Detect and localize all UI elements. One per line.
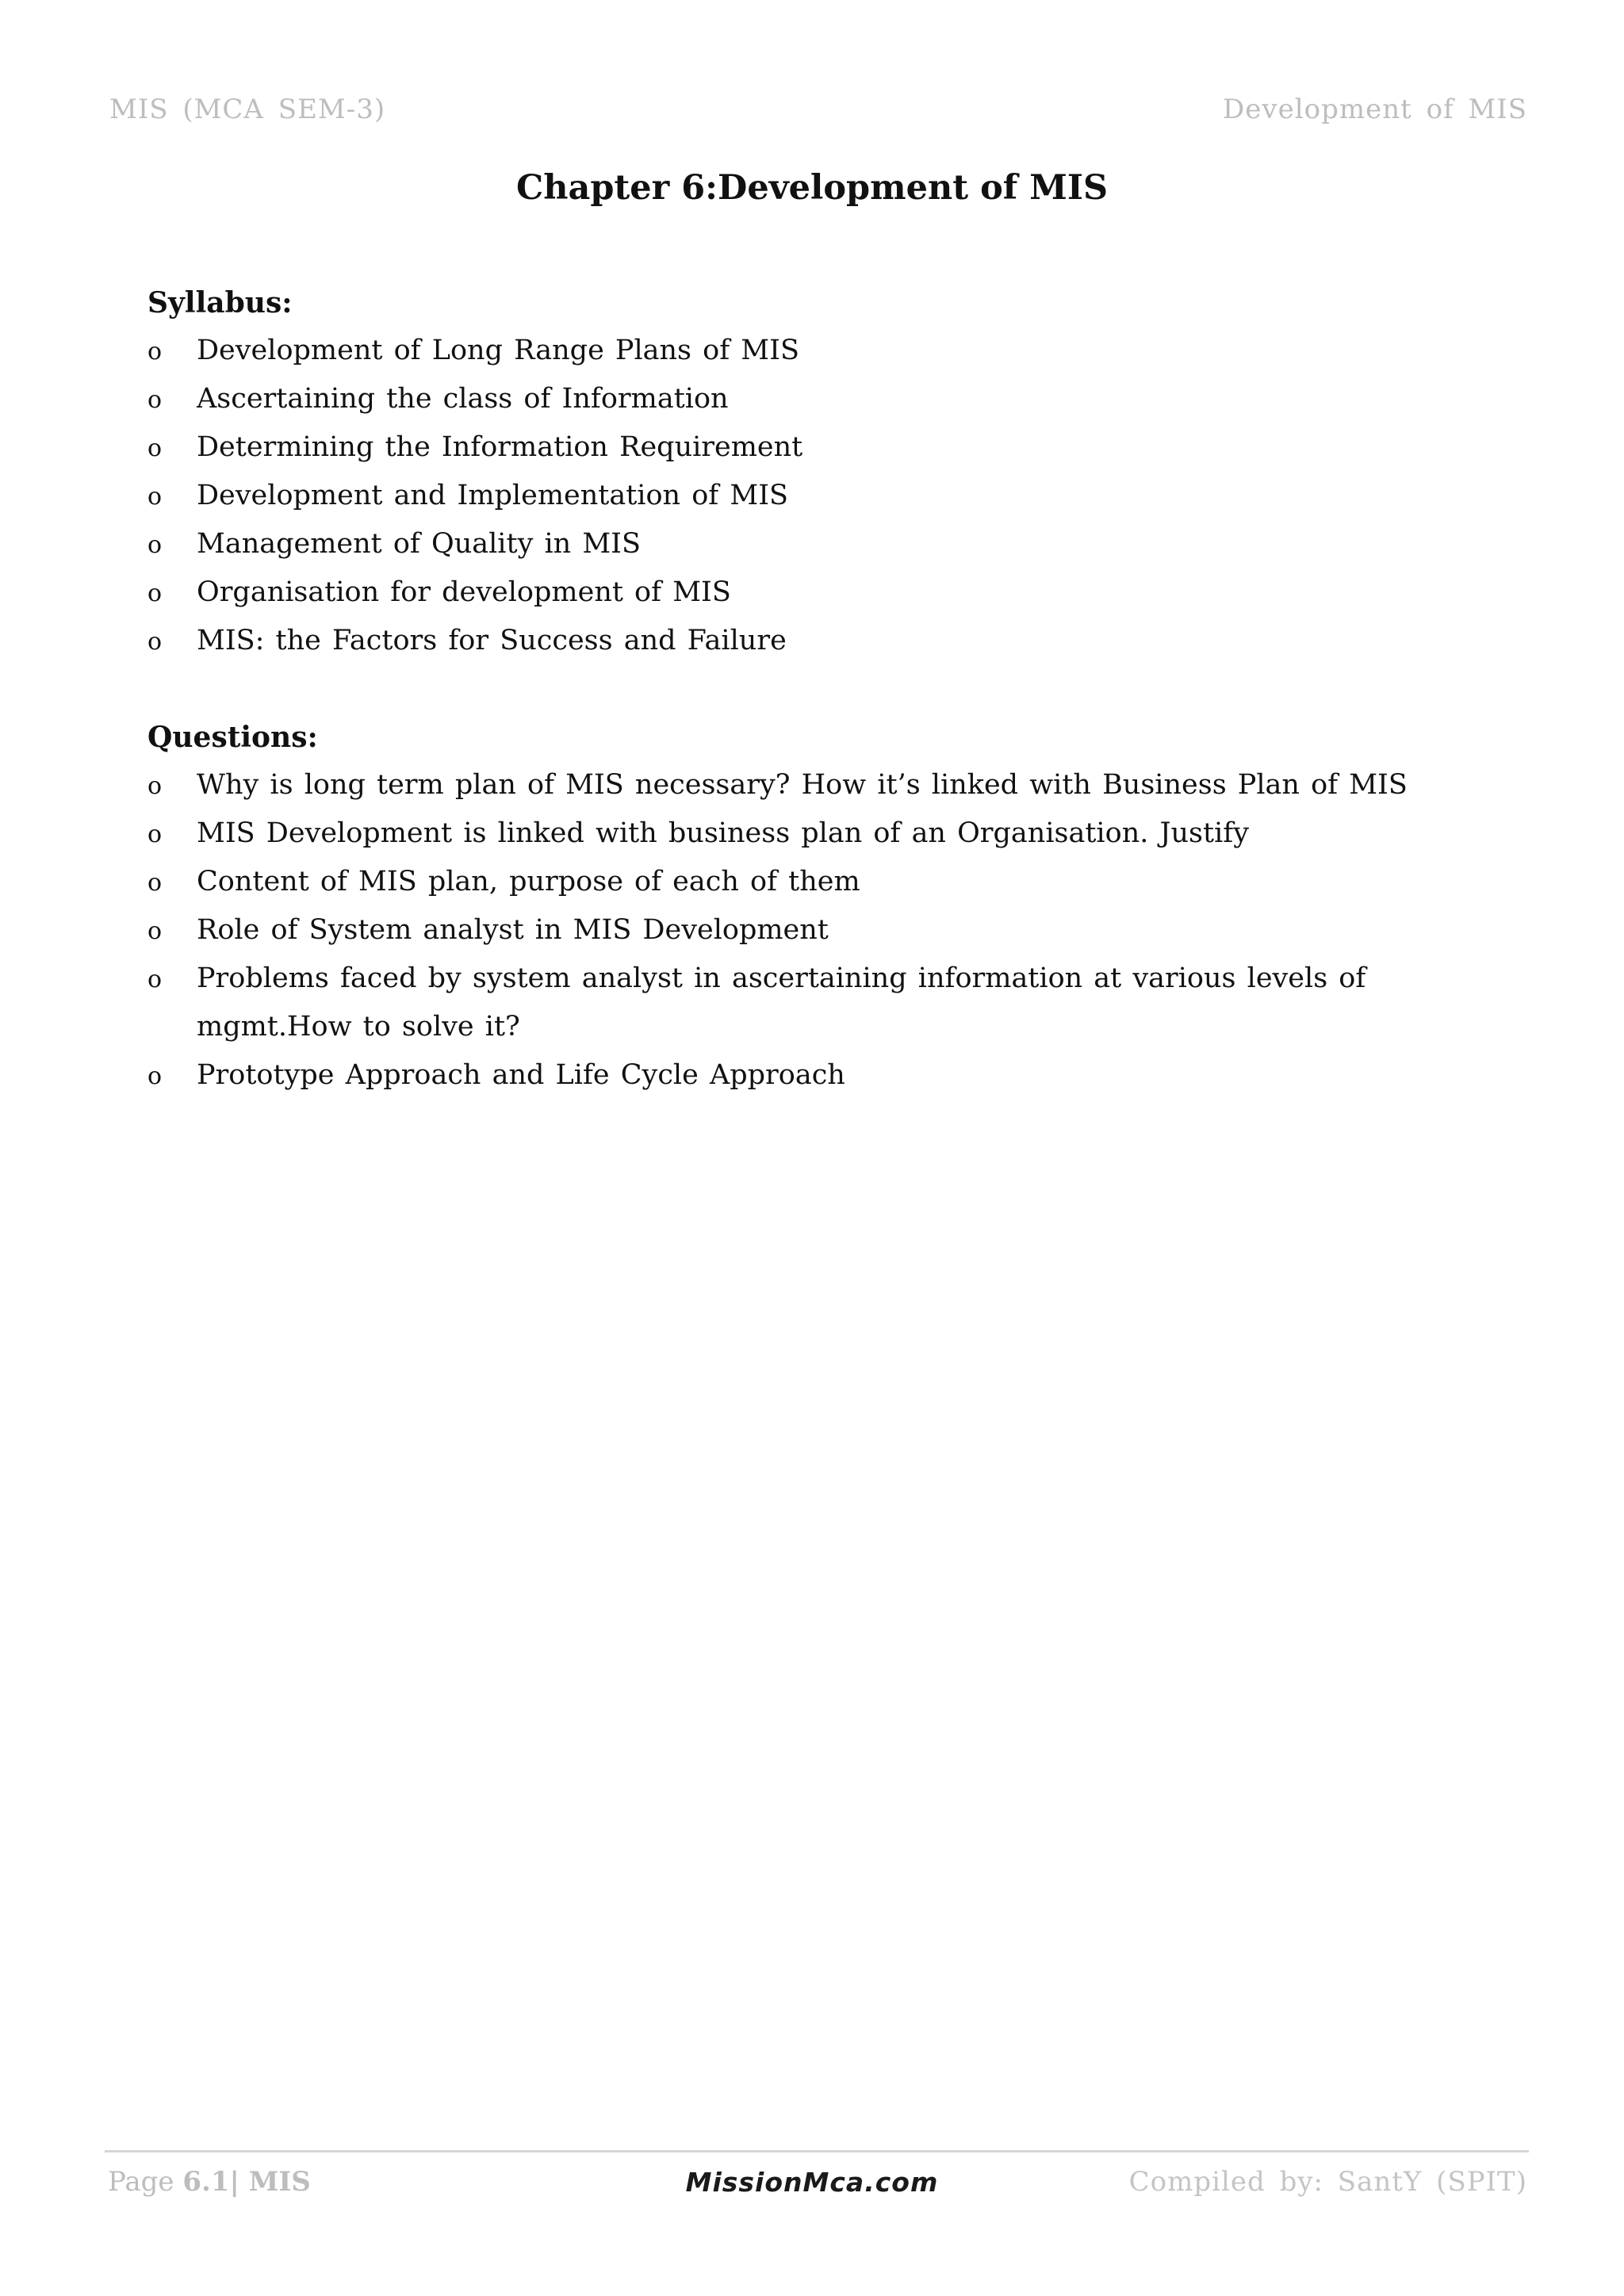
list-item (147, 858, 1527, 906)
list-item-text: Role of System analyst in MIS Development (197, 914, 829, 946)
page-prefix: Page (108, 2166, 183, 2198)
bullet-icon: o (147, 434, 163, 462)
list-item (147, 520, 1527, 568)
bullet-icon: o (147, 821, 163, 848)
list-item-text: Problems faced by system analyst in ascertaining information at various levels of mgmt.How to solve it? (197, 962, 1366, 1043)
list-item (147, 761, 1527, 809)
page-number: 6.1 (182, 2166, 230, 2198)
bullet-icon: o (147, 386, 163, 414)
list-item-text: Ascertaining the class of Information (197, 383, 729, 415)
list-item (147, 809, 1527, 858)
bullet-icon: o (147, 628, 163, 656)
bullet-icon: o (147, 483, 163, 511)
list-item (147, 423, 1527, 472)
running-header-left: MIS (MCA SEM-3) (109, 94, 386, 125)
site-logo: MissionMca.com (685, 2167, 939, 2198)
list-item-text: Why is long term plan of MIS necessary? How it’s linked with Business Plan of MIS (197, 769, 1408, 801)
running-header-right: Development of MIS (1223, 94, 1527, 125)
list-item-text: Content of MIS plan, purpose of each of them (197, 866, 860, 897)
list-item-text: Determining the Information Requirement (197, 431, 803, 463)
syllabus-section (147, 279, 1527, 665)
list-item-text: Development of Long Range Plans of MIS (197, 335, 799, 366)
list-item-text: Organisation for development of MIS (197, 576, 731, 608)
bullet-icon: o (147, 338, 163, 365)
footer-divider (105, 2150, 1529, 2152)
questions-heading: Questions: (147, 721, 318, 754)
bullet-icon: o (147, 1062, 163, 1090)
questions-section (147, 714, 1527, 1100)
bullet-icon: o (147, 772, 163, 800)
list-item-text: MIS Development is linked with business plan of an Organisation. Justify (197, 817, 1249, 849)
list-item-text: MIS: the Factors for Success and Failure (197, 625, 787, 656)
list-item (147, 375, 1527, 423)
list-item (147, 955, 1527, 1051)
list-item-text: Development and Implementation of MIS (197, 480, 788, 511)
bullet-icon: o (147, 966, 163, 993)
list-item-text: Prototype Approach and Life Cycle Approach (197, 1059, 845, 1091)
list-item-text: Management of Quality in MIS (197, 528, 641, 560)
bullet-icon: o (147, 531, 163, 559)
questions-list (147, 761, 1527, 1100)
bullet-icon: o (147, 917, 163, 945)
list-item (147, 568, 1527, 617)
list-item (147, 617, 1527, 665)
syllabus-list (147, 327, 1527, 665)
list-item (147, 906, 1527, 955)
chapter-title: Chapter 6:Development of MIS (516, 168, 1108, 208)
page-suffix: | MIS (229, 2166, 311, 2198)
bullet-icon: o (147, 580, 163, 607)
list-item (147, 327, 1527, 375)
list-item (147, 1051, 1527, 1100)
syllabus-heading: Syllabus: (147, 286, 293, 320)
list-item (147, 472, 1527, 520)
bullet-icon: o (147, 869, 163, 897)
footer-credit: Compiled by: SantY (SPIT) (1128, 2166, 1527, 2198)
